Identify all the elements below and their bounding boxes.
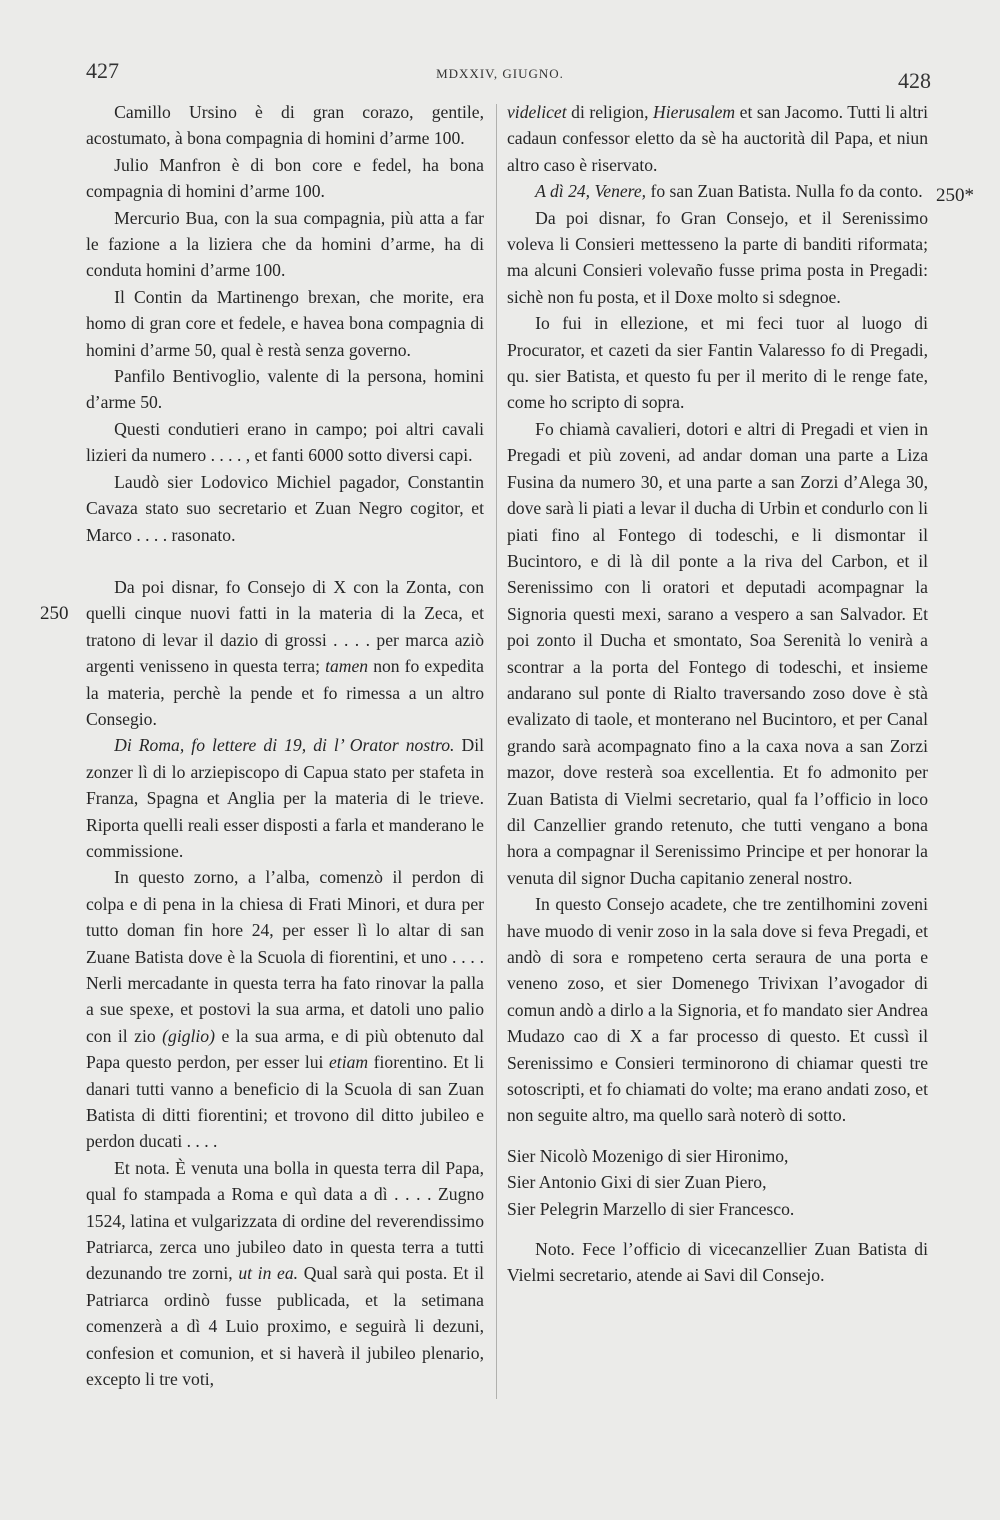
paragraph	[86, 1155, 484, 1393]
italic-word: Hierusalem	[653, 102, 736, 122]
signatory-line: Sier Antonio Gixi di sier Zuan Piero,	[507, 1172, 767, 1193]
column-divider	[496, 104, 497, 1399]
paragraph: Fo chiamà cavalieri, dotori e altri di Pregadi et vien in Pregadi et più zoveni, ad andar doman una parte a Liza Fusina da numero 30, et una parte a san Zorzi d’Alega 30, dove sarà li piati a levar il ducha di Urbin et condurlo con li piati fino al Fontego di todeschi, e li dismontar il Bucintoro, e di là dil ponte a la riva del Carbon, et il Serenissimo con li oratori et deputadi acompagnar la Signoria questi mexi, sarano a vespero a san Salvador. Et poi zonto il Ducha et smontato, Soa Serenità lo venirà a scontrar a la porta del Fontego di todeschi, et insieme andarano sul ponte di Rialto traversando zoso dove è stà evalizato di taole, et monterano nel Bucintoro, et per Canal grando sarà acompagnato fino a la caxa nova a san Zorzi mazor, dove resterà soa excellentia. Et fo admonito per Zuan Batista di Vielmi secretario, qual fa l’officio in loco dil Canzellier grando retenuto, che tutti vengano a bona hora a compagnar il Serenissimo Principe et per honorar la venuta dil signor Ducha capitanio zeneral nostro.	[507, 418, 928, 888]
left-page-number: 427	[86, 58, 119, 83]
italic-heading: Di Roma, fo lettere di 19, di l’ Orator nostro.	[114, 735, 455, 756]
right-page-number: 428	[898, 68, 931, 93]
paragraph-text: Qual sarà qui posta. Et il Patriarca ordinò fusse publicada, et la setimana comenzerà a dì 4 Luio proximo, e seguirà li dezuni, confesion et comunion, et si haverà il jubileo plenario, excepto li tre voti,	[86, 1263, 485, 1390]
right-column	[507, 99, 928, 1289]
paragraph: Panfilo Bentivoglio, valente di la persona, homini d’arme 50.	[86, 366, 484, 413]
paragraph-text: Da poi disnar, fo Consejo di X con la Zonta, con quelli cinque nuovi fatti in la materia di la Zeca, et tratono di levar il dazio di grossi . . . . per marca aziò argenti venisseno in questa terra;	[86, 576, 484, 677]
paragraph: Noto. Fece l’officio di vicecanzellier Zuan Batista di Vielmi secretario, atende ai Savi dil Consejo.	[507, 1239, 928, 1286]
paragraph: Camillo Ursino è di gran corazo, gentile, acostumato, à bona compagnia di homini d’arme 100.	[86, 102, 484, 149]
signatory-line: Sier Nicolò Mozenigo di sier Hironimo,	[507, 1145, 789, 1166]
paragraph-text: fiorentino. Et li danari tutti vanno a beneficio di la Scuola di san Zuan Batista di ditti fiorentini; et trovono dil ditto jubileo e perdon ducati . . . .	[86, 1052, 484, 1152]
paragraph: Mercurio Bua, con la sua compagnia, più atta a far le fazione a la liziera che da homini d’arme, ha di conduta homini d’arme 100.	[86, 207, 484, 281]
running-title: MDXXIV, GIUGNO.	[436, 66, 564, 81]
italic-word: tamen	[325, 656, 369, 677]
italic-word: (giglio)	[162, 1025, 215, 1046]
paragraph	[86, 574, 484, 732]
paragraph-text: Dil zonzer lì di lo arziepiscopo di Capua stato per stafeta in Franza, Spagna et Anglia per la materia di le trieve. Riporta quelli reali esser disposti a farla et manderano le commissione.	[86, 735, 484, 861]
paragraph: In questo Consejo acadete, che tre zentilhomini zoveni have muodo di venir zoso in la sala dove si feva Pregadi, et andò di sora e rompeteno certa seraura de una porta e veneno zoso, et sier Domenego Trivixan l’avogador di comun andò a dirlo a la Signoria, et fo mandato sier Andrea Mudazo cao di X a far processo di questo. Et cussì il Serenissimo e Consieri terminorono di chiamar questi tre sotoscripti, et fo chiamati do volte; ma erano andati zoso, et non seguite altro, ma quello sarà noterò di sotto.	[507, 894, 928, 1126]
left-column	[86, 99, 484, 1393]
left-margin-number: 250	[40, 603, 69, 624]
paragraph-text: fo san Zuan Batista. Nulla fo da conto.	[650, 181, 923, 202]
paragraph: Da poi disnar, fo Gran Consejo, et il Serenissimo voleva li Consieri mettesseno la parte di banditi riformata; ma alcuni Consieri volevaño fusse prima posta in Pregadi: sichè non fu posta, et il Doxe molto si sdegnoe.	[507, 207, 928, 307]
right-margin-number: 250*	[936, 185, 974, 206]
paragraph-text: di religion,	[571, 102, 649, 122]
section-gap	[86, 548, 484, 574]
paragraph: Laudò sier Lodovico Michiel pagador, Constantin Cavaza stato suo secretario et Zuan Negro cogitor, et Marco . . . . rasonato.	[86, 471, 484, 545]
paragraph: Questi condutieri erano in campo; poi altri cavali lizieri da numero . . . . , et fanti 6000 sotto diversi capi.	[86, 418, 484, 466]
paragraph	[86, 732, 484, 864]
section-gap	[507, 1129, 928, 1143]
paragraph	[86, 864, 484, 1154]
section-gap	[507, 1222, 928, 1236]
italic-word: ut in ea.	[238, 1263, 299, 1284]
paragraph: Io fui in ellezione, et mi feci tuor al luogo di Procurator, et cazeti da sier Fantin Valaresso fo di Pregadi, qu. sier Batista, et questo fu per il merito di le renge fate, come ho scripto di sopra.	[507, 313, 928, 413]
paragraph-text: non fo expedita la materia, perchè la pende et fo rimessa a un altro Consegio.	[86, 656, 484, 729]
paragraph-text: Et nota. È venuta una bolla in questa terra dil Papa, qual fo stampada a Roma e quì data a dì . . . . Zugno 1524, latina et vulgarizzata di ordine del reverendissimo Patriarca, zerca uno jubileo dato in questa terra a tutti dezunando tre zorni,	[86, 1157, 484, 1284]
paragraph	[507, 178, 928, 204]
italic-word: etiam	[329, 1052, 369, 1073]
paragraph-text: et san Jacomo. Tutti li altri cadaun confessor eletto da sè ha auctorità dil Papa, et niun altro caso è riservato.	[507, 102, 929, 175]
paragraph: Julio Manfron è di bon core e fedel, ha bona compagnia di homini d’arme 100.	[86, 154, 484, 202]
signatory-line: Sier Pelegrin Marzello di sier Francesco.	[507, 1198, 795, 1219]
paragraph-text: e la sua arma, e di più obtenuto dal Papa questo perdon, per esser lui	[86, 1025, 484, 1073]
italic-heading: A dì 24, Venere,	[535, 181, 647, 202]
italic-word: videlicet	[507, 102, 567, 122]
paragraph: Il Contin da Martinengo brexan, che morite, era homo di gran core et fedele, e havea bona compagnia di homini d’arme 50, qual è restà senza governo.	[86, 286, 484, 360]
paragraph-text: In questo zorno, a l’alba, comenzò il perdon di colpa e di pena in la chiesa di Frati Minori, et dura per tutto doman fin hore 24, per esser lì lo altar di san Zuane Batista dove è la Scuola di fiorentini, et uno . . . . Nerli mercadante in questa terra ha fato rinovar la palla a sue spexe, et postovi la sua arma, et datoli uno palio con il zio	[86, 867, 484, 1046]
paragraph	[507, 99, 928, 178]
